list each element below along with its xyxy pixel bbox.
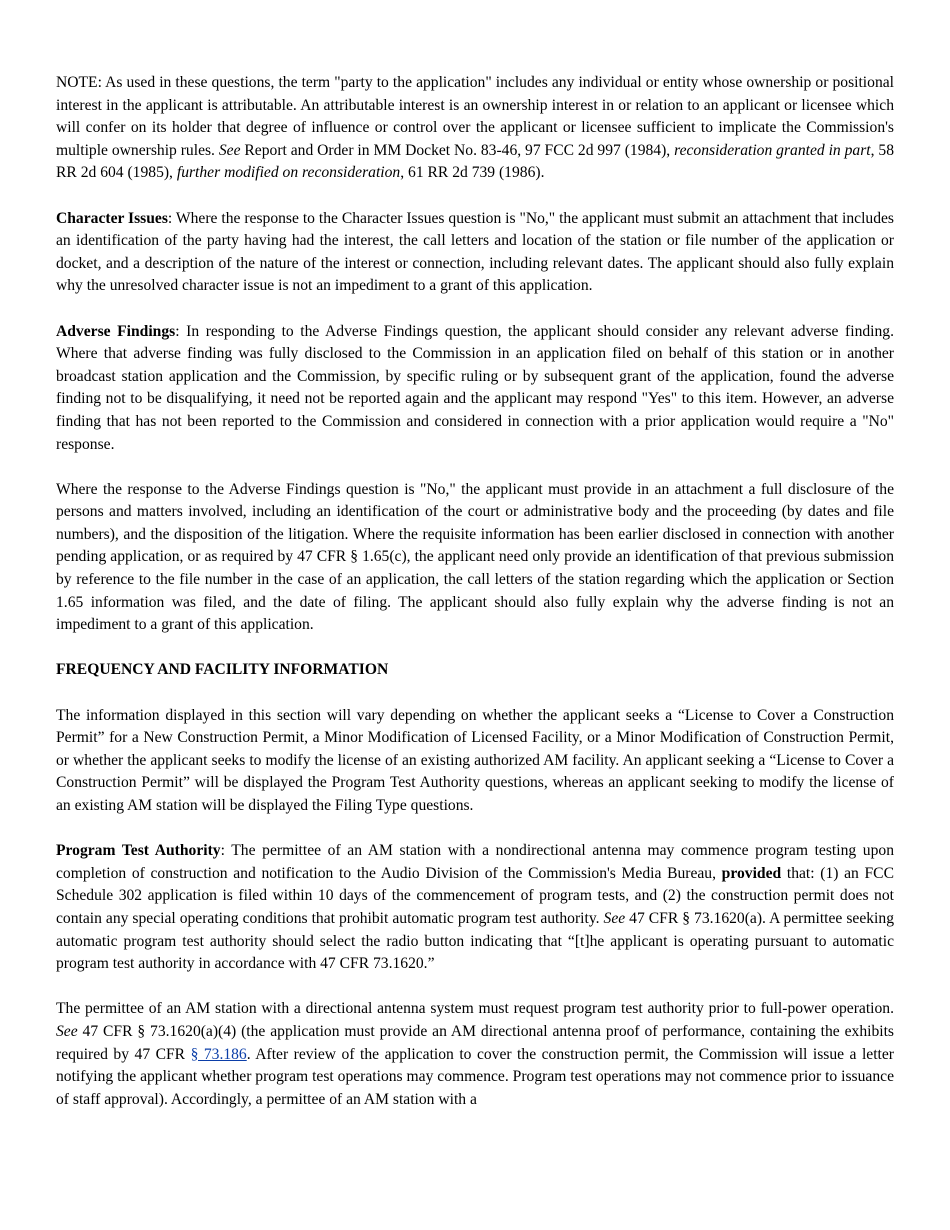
see-citation: See bbox=[603, 909, 626, 927]
adverse-findings-followup-paragraph: Where the response to the Adverse Findings question is "No," the applicant must provide in an attachment a full disclosure of the persons and matters involved, including an identification of the court or administrative body and the proceeding (by dates and file numbers), and the disposition of the litigation. Where the requisite information has been earlier disclosed in connection with another pending application, or as required by 47 CFR § 1.65(c), the applicant need only provide an identification of that previous submission by reference to the file number in the case of an application, the call letters of the station regarding which the application or Section 1.65 information was filed, and the date of filing. The applicant should also fully explain why the adverse finding is not an impediment to a grant of this application. bbox=[56, 480, 894, 634]
further-modified-citation: further modified on reconsideration bbox=[176, 164, 401, 182]
see-citation: See bbox=[56, 1022, 78, 1040]
character-issues-paragraph: Character Issues: Where the response to the Character Issues question is "No," the applicant must submit an attachment that includes an identification of the party having had the interest, the call letters and location of the station or file number of the application or docket, and a description of the nature of the interest or connection, including relevant dates. The applicant should also fully explain why the unresolved character issue is not an impediment to a grant of this application. bbox=[56, 209, 894, 295]
adverse-findings-paragraph: Adverse Findings: In responding to the Adverse Findings question, the applicant should consider any relevant adverse finding. Where that adverse finding was fully disclosed to the Commission in an application filed on behalf of this station or in another broadcast station application and the Commission, by specific ruling or by subsequent grant of the application, found the adverse finding not to be disqualifying, it need not be reported again and the applicant may respond "Yes" to this item. However, an adverse finding that has not been reported to the Commission and considered in connection with a prior application would require a "No" response. bbox=[56, 322, 894, 453]
frequency-section-heading: FREQUENCY AND FACILITY INFORMATION bbox=[56, 661, 389, 679]
document-page bbox=[56, 72, 894, 1134]
provided-emphasis: provided bbox=[721, 864, 782, 882]
character-issues-label: Character Issues bbox=[56, 209, 168, 227]
see-citation: See bbox=[218, 141, 241, 159]
note-paragraph: NOTE: As used in these questions, the term "party to the application" includes any individual or entity whose ownership or positional interest in the applicant is attributable. An attributable interest is an ownership interest in or relation to an applicant or licensee which will confer on its holder that degree of influence or control over the applicant or licensee sufficient to implicate the Commission's multiple ownership rules. See Report and Order in MM Docket No. 83-46, 97 FCC 2d 997 (1984), reconsideration granted in part, 58 RR 2d 604 (1985), further modified on reconsideration, 61 RR 2d 739 (1986). bbox=[56, 74, 895, 182]
reconsideration-citation: reconsideration granted in part bbox=[674, 141, 871, 159]
frequency-section-paragraph: The information displayed in this section will vary depending on whether the applicant seeks a “License to Cover a Construction Permit” for a New Construction Permit, a Minor Modification of Licensed Facility, or a Minor Modification of Construction Permit, or whether the applicant seeks to modify the license of an existing authorized AM facility. An applicant seeking a “License to Cover a Construction Permit” will be displayed the Program Test Authority questions, whereas an applicant seeking to modify the license of an existing AM station will be displayed the Filing Type questions. bbox=[56, 706, 894, 814]
program-test-authority-label: Program Test Authority bbox=[56, 842, 221, 860]
directional-antenna-paragraph: The permittee of an AM station with a directional antenna system must request program test authority prior to full-power operation. See 47 CFR § 73.1620(a)(4) (the application must provide an AM directional antenna proof of performance, containing the exhibits required by 47 CFR § 73.186. After review of the application to cover the construction permit, the Commission will issue a letter notifying the applicant whether program test operations may commence. Program test operations may not commence prior to issuance of staff approval). Accordingly, a permittee of an AM station with a bbox=[56, 1000, 894, 1108]
program-test-authority-paragraph: Program Test Authority: The permittee of an AM station with a nondirectional antenna may commence program testing upon completion of construction and notification to the Audio Division of the Commission's Media Bureau, provided that: (1) an FCC Schedule 302 application is filed within 10 days of the commencement of program tests, and (2) the construction permit does not contain any special operating conditions that prohibit automatic program test authority. See 47 CFR § 73.1620(a). A permittee seeking automatic program test authority should select the radio button indicating that “[t]he applicant is operating pursuant to automatic program test authority in accordance with 47 CFR 73.1620.” bbox=[56, 842, 894, 973]
cfr-73-186-link[interactable]: § 73.186 bbox=[190, 1045, 247, 1063]
adverse-findings-label: Adverse Findings bbox=[56, 322, 176, 340]
